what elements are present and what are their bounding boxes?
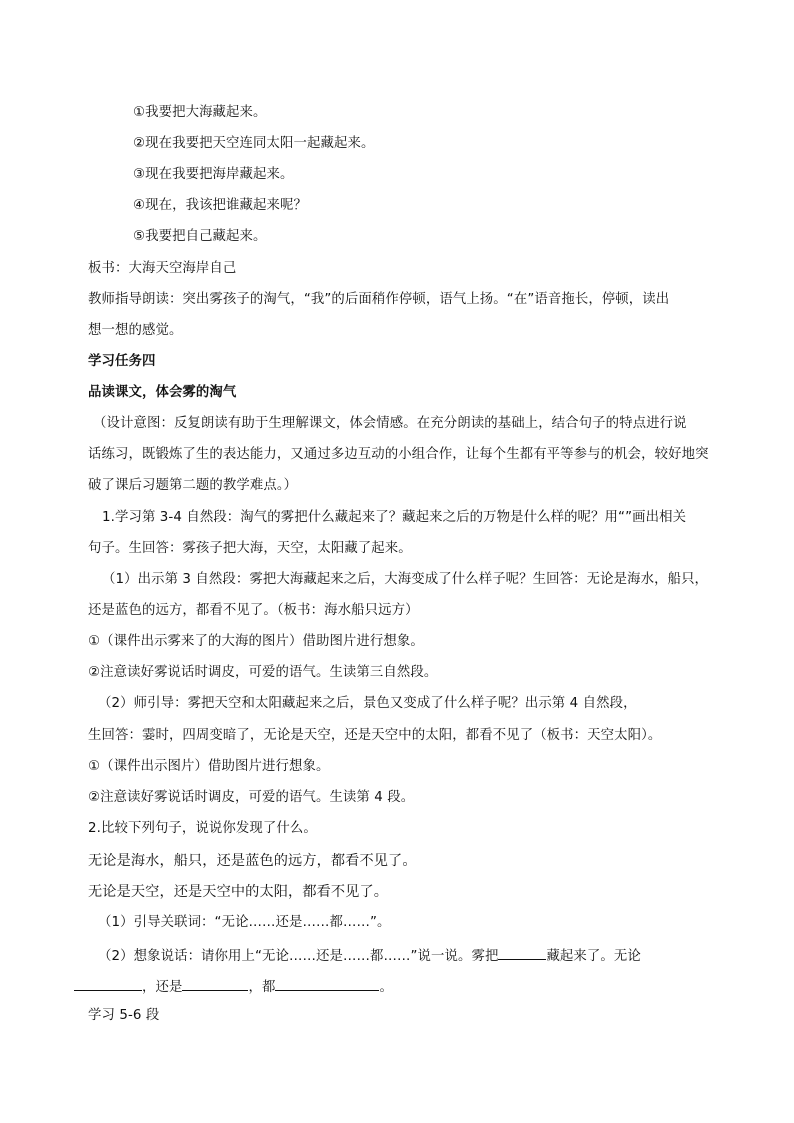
sub2-item-b: ②注意读好雾说话时调皮，可爱的语气。生读第 4 段。 <box>88 790 415 805</box>
sentence-2: 无论是天空，还是天空中的太阳，都看不见了。 <box>88 884 389 900</box>
list-item-5: ⑤我要把自己藏起来。 <box>133 229 267 244</box>
compare-2-line-2 <box>74 976 393 997</box>
sub2-line-1: （2）师引导：雾把天空和太阳藏起来之后，景色又变成了什么样子呢？出示第 4 自然段， <box>98 696 637 711</box>
guidance-line-2: 想一想的感觉。 <box>88 323 183 338</box>
compare-2-text-a: （2）想象说话：请你用上“无论……还是……都……”说一说。雾把 <box>98 949 499 964</box>
list-item-2: ②现在我要把天空连同太阳一起藏起来。 <box>133 136 375 151</box>
list-item-4: ④现在，我该把谁藏起来呢？ <box>133 198 307 213</box>
compare-2-text-b: 藏起来了。无论 <box>546 949 641 964</box>
guidance-line-1: 教师指导朗读：突出雾孩子的淘气，“我”的后面稍作停顿，语气上扬。“在”语音拖长，停顿，读出 <box>88 292 670 307</box>
sub1-line-1: （1）出示第 3 自然段：雾把大海藏起来之后，大海变成了什么样子呢？生回答：无论是海水，船只， <box>102 572 709 587</box>
sub2-line-2: 生回答：霎时，四周变暗了，无论是天空，还是天空中的太阳，都看不见了（板书：天空太阳）。 <box>88 728 662 743</box>
sub1-item-b: ②注意读好雾说话时调皮，可爱的语气。生读第三自然段。 <box>88 665 438 680</box>
sub1-line-2: 还是蓝色的远方，都看不见了。（板书：海水船只远方） <box>88 603 419 618</box>
fill-blank-2[interactable] <box>74 976 142 991</box>
compare-1: （1）引导关联词：“无论……还是……都……”。 <box>98 915 391 930</box>
sub1-item-a: ①（课件出示雾来了的大海的图片）借助图片进行想象。 <box>88 634 424 649</box>
list-item-3: ③现在我要把海岸藏起来。 <box>133 167 294 182</box>
list-item-1: ①我要把大海藏起来。 <box>133 105 267 120</box>
task-heading: 学习任务四 <box>88 354 156 369</box>
study-paragraphs-5-6: 学习 5-6 段 <box>88 1008 160 1023</box>
fill-blank-3[interactable] <box>182 976 248 991</box>
step2: 2.比较下列句子，说说你发现了什么。 <box>88 821 317 836</box>
sentence-1: 无论是海水，船只，还是蓝色的远方，都看不见了。 <box>88 853 417 869</box>
compare-2-text-c: ，还是 <box>142 980 183 995</box>
design-intent-line-2: 话练习，既锻炼了生的表达能力，又通过多边互动的小组合作，让每个生都有平等参与的机会，较好地突 <box>88 447 709 462</box>
fill-blank-1[interactable] <box>498 945 546 960</box>
compare-2-text-e: 。 <box>379 980 393 995</box>
step1-line-1: 1.学习第 3-4 自然段：淘气的雾把什么藏起来了？藏起来之后的万物是什么样的呢？用“”画出相关 <box>102 510 687 525</box>
step1-line-2: 句子。生回答：雾孩子把大海，天空，太阳藏了起来。 <box>88 541 412 556</box>
design-intent-line-1: （设计意图：反复朗读有助于生理解课文，体会情感。在充分朗读的基础上，结合句子的特点进行说 <box>93 416 687 431</box>
compare-2-line-1 <box>98 945 641 966</box>
compare-2-text-d: ，都 <box>248 980 276 995</box>
board-note: 板书：大海天空海岸自己 <box>88 261 237 276</box>
design-intent-line-3: 破了课后习题第二题的教学难点。） <box>88 478 298 493</box>
task-subheading: 品读课文，体会雾的淘气 <box>88 385 237 400</box>
fill-blank-4[interactable] <box>275 976 379 991</box>
sub2-item-a: ①（课件出示图片）借助图片进行想象。 <box>88 759 330 774</box>
